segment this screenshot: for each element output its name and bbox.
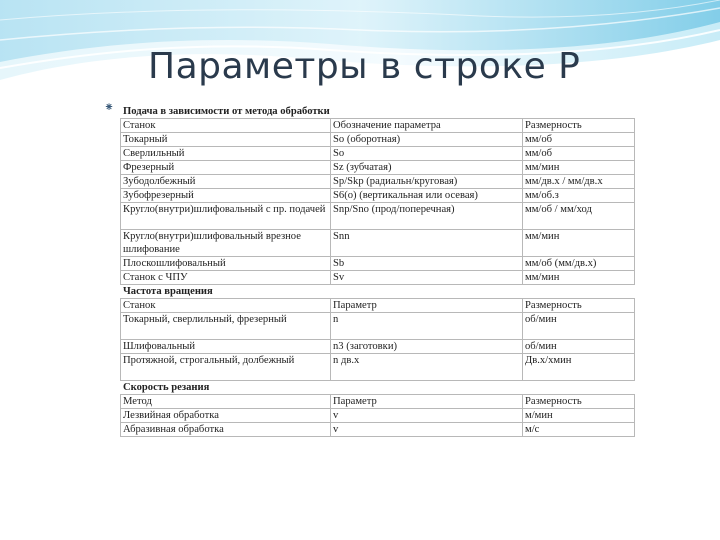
table-cell: Сверлильный <box>121 147 331 161</box>
table-cell: Sb <box>331 257 523 271</box>
section-title: Подача в зависимости от метода обработки <box>121 105 635 119</box>
header-cell: Станок <box>121 299 331 313</box>
table-cell: мм/об (мм/дв.х) <box>523 257 635 271</box>
table-row <box>121 203 635 230</box>
table-cell: Кругло(внутри)шлифовальный с пр. подачей <box>121 203 331 230</box>
table-row <box>121 354 635 381</box>
header-cell: Размерность <box>523 299 635 313</box>
table-cell: n3 (заготовки) <box>331 340 523 354</box>
table-cell: м/мин <box>523 409 635 423</box>
section-title: Скорость резания <box>121 381 635 395</box>
table-cell: Токарный, сверлильный, фрезерный <box>121 313 331 340</box>
table-cell: Плоскошлифовальный <box>121 257 331 271</box>
table-cell: Sp/Skp (радиальн/круговая) <box>331 175 523 189</box>
table-cell: Абразивная обработка <box>121 423 331 437</box>
table-row <box>121 271 635 285</box>
section-title-row <box>121 381 635 395</box>
table-cell: м/с <box>523 423 635 437</box>
table-cell: Sv <box>331 271 523 285</box>
table-row <box>121 423 635 437</box>
table-cell: So <box>331 147 523 161</box>
section-title: Частота вращения <box>121 285 635 299</box>
table-row <box>121 313 635 340</box>
bullet-icon: ⁕ <box>104 100 115 114</box>
table-cell: Зубодолбежный <box>121 175 331 189</box>
slide-title: Параметры в строке Р <box>148 46 581 87</box>
table-header-row <box>121 299 635 313</box>
parameters-table <box>120 104 635 437</box>
table-cell: об/мин <box>523 313 635 340</box>
table-cell: S6(o) (вертикальная или осевая) <box>331 189 523 203</box>
table-row <box>121 257 635 271</box>
table-row <box>121 175 635 189</box>
table-cell: мм/мин <box>523 271 635 285</box>
table-cell: Дв.х/хмин <box>523 354 635 381</box>
table-cell: n дв.х <box>331 354 523 381</box>
table-row <box>121 230 635 257</box>
table-cell: v <box>331 423 523 437</box>
table-cell: v <box>331 409 523 423</box>
header-cell: Параметр <box>331 395 523 409</box>
table-cell: Протяжной, строгальный, долбежный <box>121 354 331 381</box>
header-cell: Параметр <box>331 299 523 313</box>
table-cell: n <box>331 313 523 340</box>
section-title-row <box>121 105 635 119</box>
table-cell: Sz (зубчатая) <box>331 161 523 175</box>
table-row <box>121 161 635 175</box>
table-cell: So (оборотная) <box>331 133 523 147</box>
table-cell: Шлифовальный <box>121 340 331 354</box>
header-cell: Размерность <box>523 395 635 409</box>
table-cell: Snn <box>331 230 523 257</box>
table-row <box>121 133 635 147</box>
table-row <box>121 340 635 354</box>
header-cell: Размерность <box>523 119 635 133</box>
table-cell: Станок с ЧПУ <box>121 271 331 285</box>
table-row <box>121 409 635 423</box>
table-cell: об/мин <box>523 340 635 354</box>
table-cell: Фрезерный <box>121 161 331 175</box>
table-cell: мм/об.з <box>523 189 635 203</box>
table-cell: мм/об <box>523 133 635 147</box>
table-header-row <box>121 395 635 409</box>
table-header-row <box>121 119 635 133</box>
table-row <box>121 147 635 161</box>
header-cell: Метод <box>121 395 331 409</box>
table-cell: Snp/Sno (прод/поперечная) <box>331 203 523 230</box>
table-cell: мм/дв.х / мм/дв.х <box>523 175 635 189</box>
table-cell: Зубофрезерный <box>121 189 331 203</box>
table-row <box>121 189 635 203</box>
table-cell: Токарный <box>121 133 331 147</box>
table-cell: мм/мин <box>523 230 635 257</box>
table-cell: мм/об / мм/ход <box>523 203 635 230</box>
section-title-row <box>121 285 635 299</box>
header-cell: Обозначение параметра <box>331 119 523 133</box>
table-cell: Кругло(внутри)шлифовальный врезное шлифование <box>121 230 331 257</box>
table-cell: Лезвийная обработка <box>121 409 331 423</box>
header-cell: Станок <box>121 119 331 133</box>
table-cell: мм/об <box>523 147 635 161</box>
table-cell: мм/мин <box>523 161 635 175</box>
